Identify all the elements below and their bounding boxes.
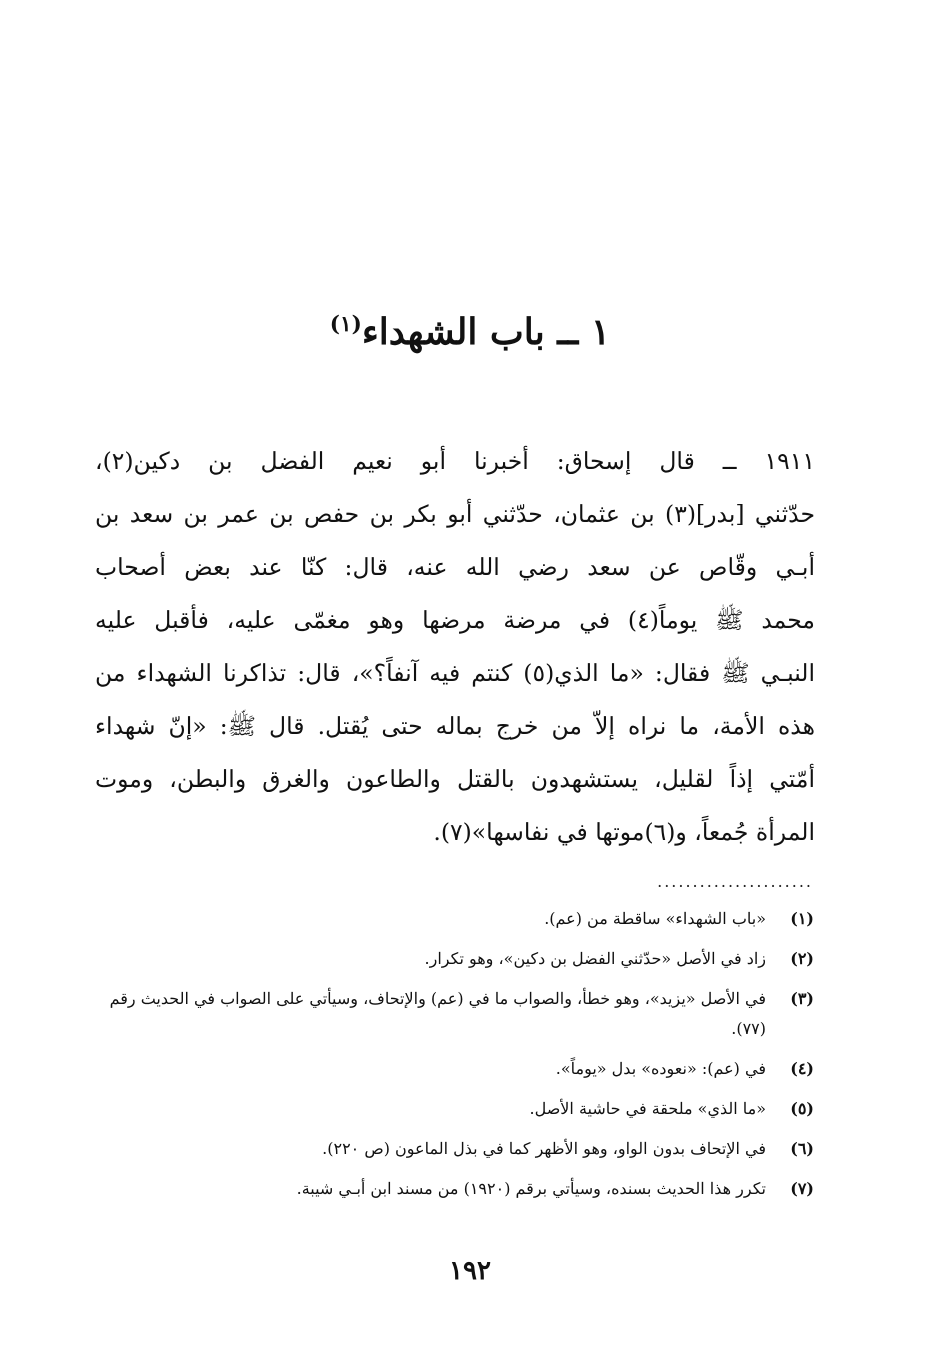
footnote-separator: ...................... [657, 872, 813, 891]
hadith-line: هذه الأمة، ما نراه إلاّ من خرج بماله حتى يُقتل. قال ﷺ: «إنّ شهداء [95, 712, 815, 740]
hadith-line: أمّتي إذاً لقليل، يستشهدون بالقتل والطاعون والغرق والبطن، وموت [95, 765, 815, 793]
chapter-footnote-ref: (١) [329, 312, 362, 337]
hadith-line: النبـي ﷺ فقال: «ما الذي(٥) كنتم فيه آنفاً؟»، قال: تذاكرنا الشهداء من [95, 659, 815, 687]
footnote-number: (٦) [790, 1139, 814, 1158]
hadith-line: محمد ﷺ يوماً(٤) في مرضة مرضها وهو مغمّى عليه، فأقبل عليه [95, 606, 815, 634]
hadith-text [95, 435, 815, 859]
footnote-text: زاد في الأصل «حدّثني الفضل بن دكين»، وهو تكرار. [424, 949, 766, 968]
footnote-item [92, 904, 814, 934]
footnote-item [92, 984, 814, 1044]
chapter-title-text: ١ ــ باب الشهداء [361, 311, 611, 353]
footnote-text: في الأصل «يزيد»، وهو خطأ، والصواب ما في (عم) والإتحاف، وسيأتي على الصواب في الحديث رقم (٧٧). [109, 989, 766, 1038]
footnote-item [92, 1134, 814, 1164]
hadith-line: أبـي وقّاص عن سعد رضي الله عنه، قال: كنّا عند بعض أصحاب [95, 553, 815, 581]
footnote-number: (٣) [790, 989, 814, 1008]
footnote-number: (٧) [790, 1179, 814, 1198]
page-number: ١٩٢ [449, 1256, 491, 1286]
footnote-text: «ما الذي» ملحقة في حاشية الأصل. [529, 1099, 766, 1118]
footnote-item [92, 944, 814, 974]
footnote-number: (١) [790, 909, 814, 928]
footnote-text: في الإتحاف بدون الواو، وهو الأظهر كما في بذل الماعون (ص ٢٢٠). [322, 1139, 766, 1158]
footnote-item [92, 1094, 814, 1124]
footnote-text: في (عم): «نعوده» بدل «يوماً». [555, 1059, 766, 1078]
footnote-number: (٢) [790, 949, 814, 968]
footnote-number: (٥) [790, 1099, 814, 1118]
footnote-item [92, 1054, 814, 1084]
hadith-line: ١٩١١ ــ قال إسحاق: أخبرنا أبو نعيم الفضل بن دكين(٢)، [95, 447, 815, 475]
chapter-title [0, 308, 940, 356]
hadith-line: حدّثني [بدر](٣) بن عثمان، حدّثني أبو بكر بن حفص بن عمر بن سعد بن [95, 500, 815, 528]
footnotes [92, 904, 814, 1214]
footnote-number: (٤) [790, 1059, 814, 1078]
footnote-item [92, 1174, 814, 1204]
footnote-text: «باب الشهداء» ساقطة من (عم). [544, 909, 766, 928]
hadith-line: المرأة جُمعاً، و(٦)موتها في نفاسها»(٧). [433, 818, 815, 846]
footnote-text: تكرر هذا الحديث بسنده، وسيأتي برقم (١٩٢٠) من مسند ابن أبـي شيبة. [296, 1179, 766, 1198]
